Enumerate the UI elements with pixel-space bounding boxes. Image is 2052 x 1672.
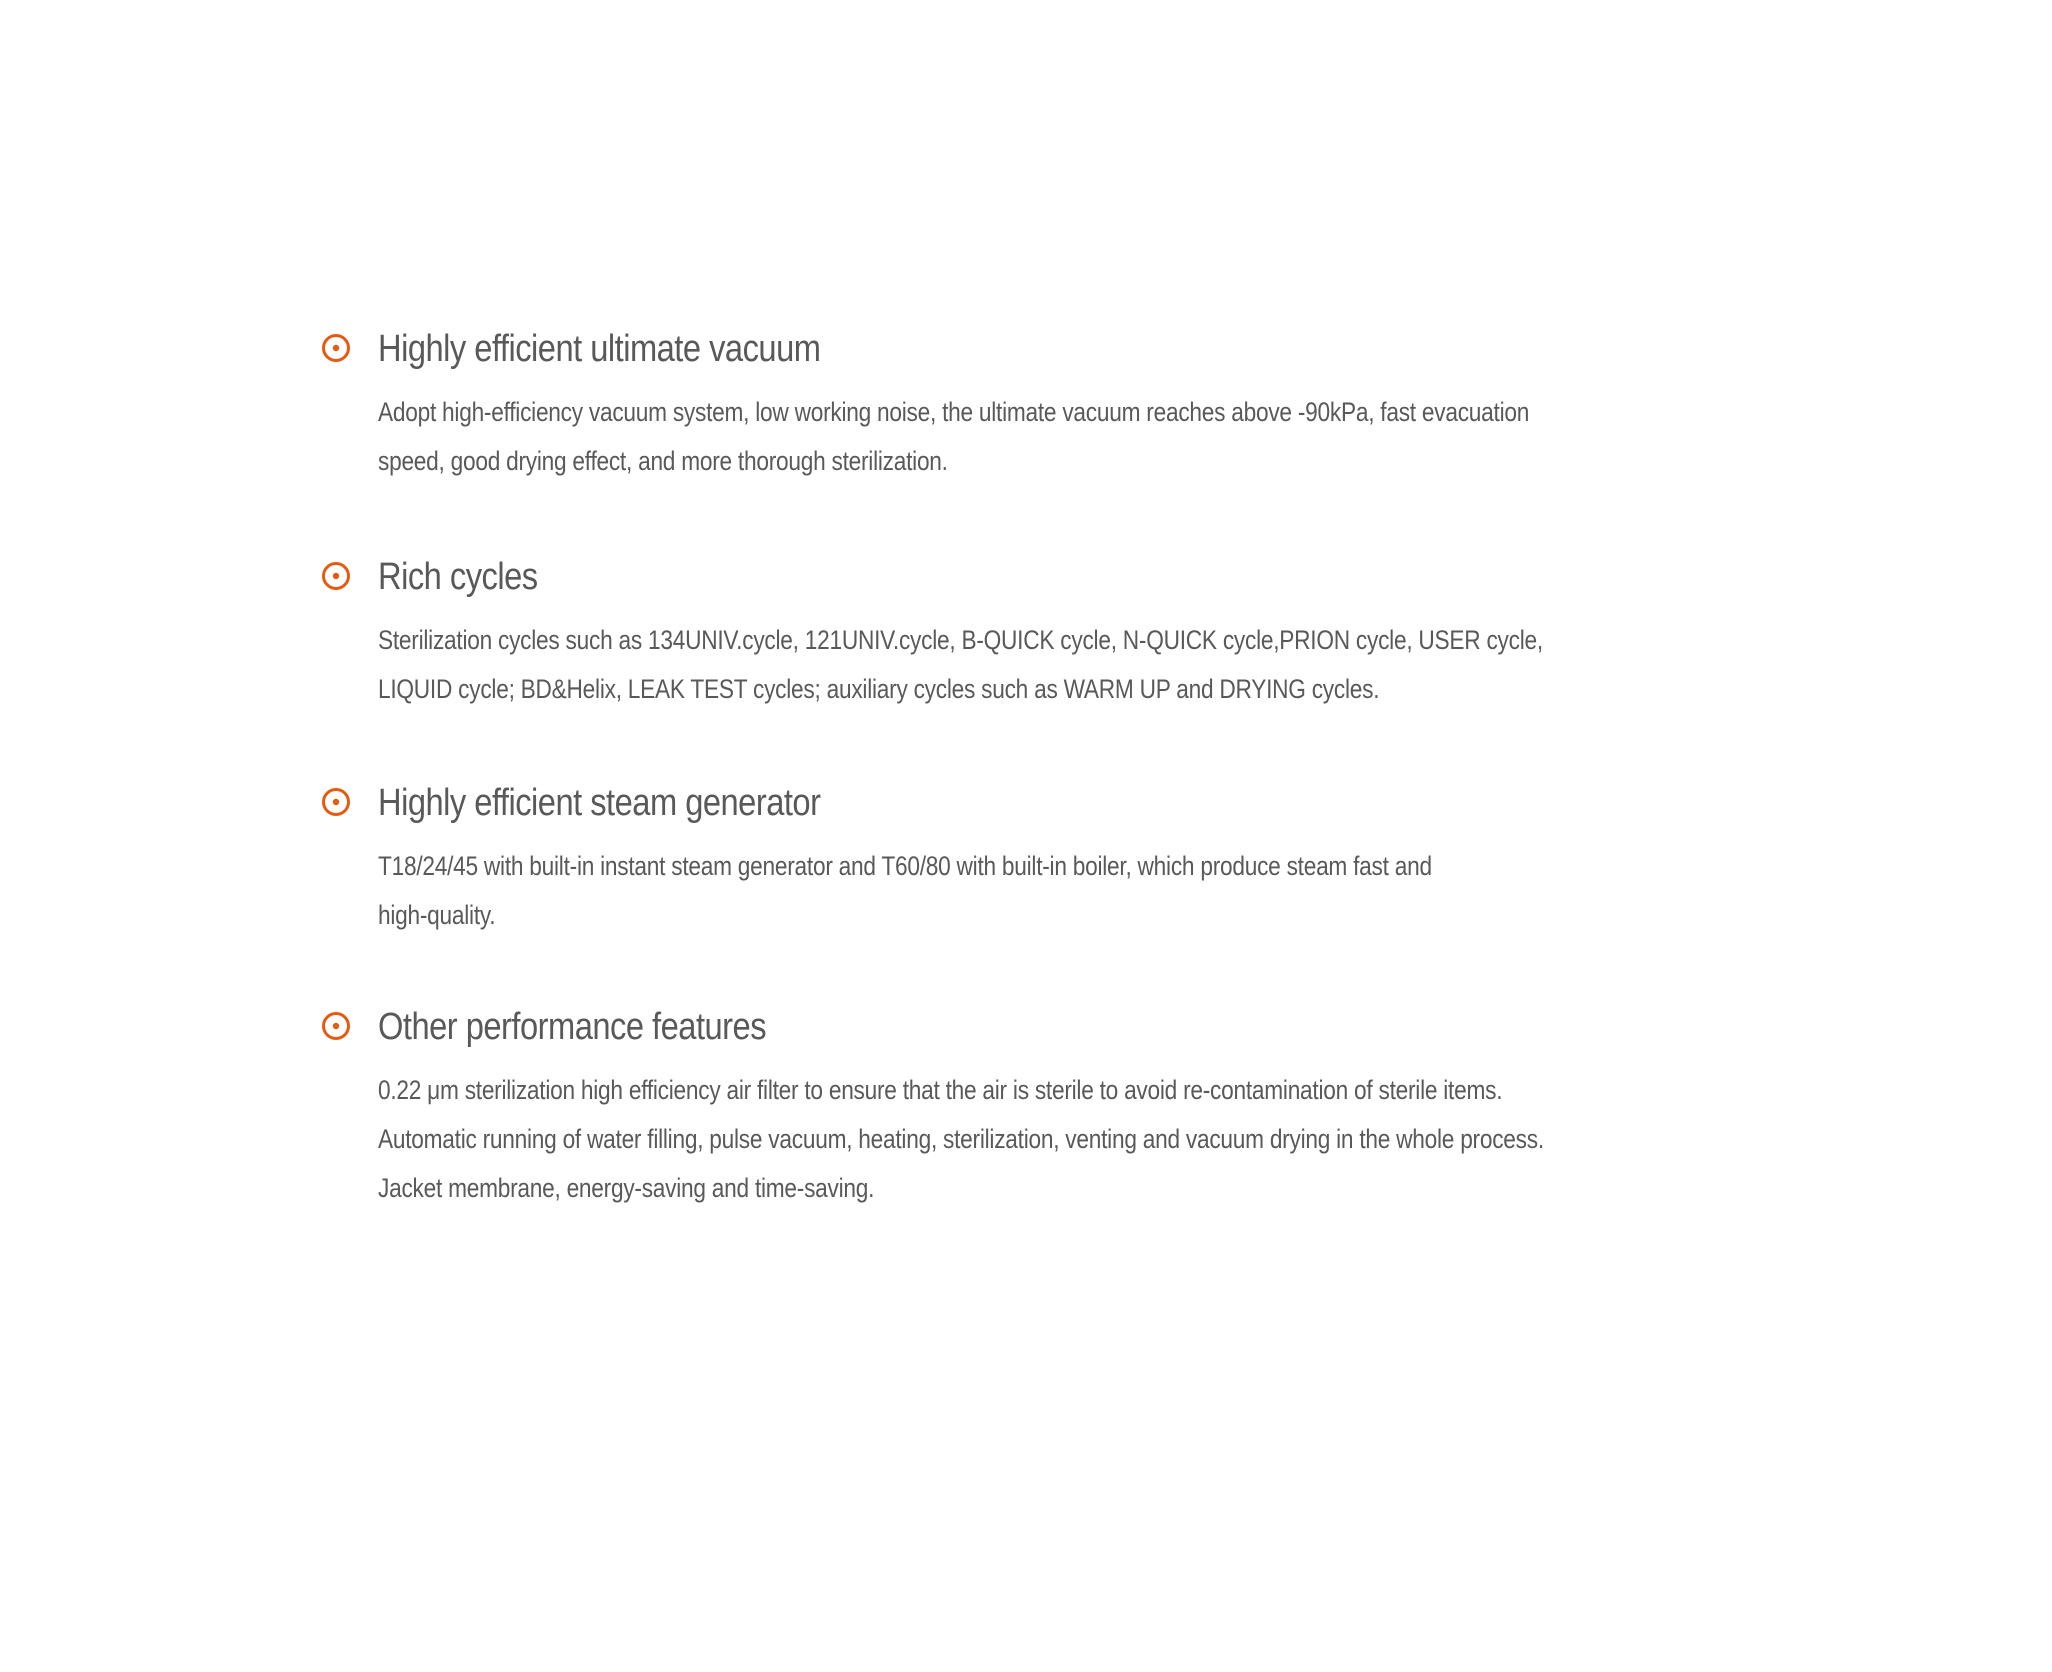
feature-description	[378, 1066, 1688, 1213]
feature-item-steam-generator	[320, 774, 1720, 940]
feature-title: Highly efficient ultimate vacuum	[378, 328, 821, 370]
circled-dot-icon	[320, 332, 352, 364]
feature-item-vacuum	[320, 320, 1720, 486]
feature-item-other	[320, 998, 1720, 1213]
feature-description	[378, 388, 1688, 486]
feature-title: Highly efficient steam generator	[378, 782, 821, 824]
feature-description-line: speed, good drying effect, and more thorough sterilization.	[378, 446, 948, 476]
feature-description	[378, 616, 1688, 714]
feature-description-line: Automatic running of water filling, pulse vacuum, heating, sterilization, venting and vacuum drying in the whole process.	[378, 1124, 1544, 1154]
feature-description-line: Jacket membrane, energy-saving and time-saving.	[378, 1173, 875, 1203]
feature-item-cycles	[320, 548, 1720, 714]
feature-description	[378, 842, 1688, 940]
feature-description-line: Sterilization cycles such as 134UNIV.cycle, 121UNIV.cycle, B-QUICK cycle, N-QUICK cycle,PRION cycle, USER cycle,	[378, 625, 1543, 655]
feature-description-line: Adopt high-efficiency vacuum system, low working noise, the ultimate vacuum reaches above -90kPa, fast evacuation	[378, 397, 1530, 427]
feature-description-line: 0.22 μm sterilization high efficiency air filter to ensure that the air is sterile to avoid re-contamination of sterile items.	[378, 1075, 1503, 1105]
feature-list	[320, 320, 1720, 1213]
circled-dot-icon	[320, 1010, 352, 1042]
feature-title: Rich cycles	[378, 556, 538, 598]
feature-title: Other performance features	[378, 1006, 767, 1048]
circled-dot-icon	[320, 560, 352, 592]
feature-description-line: LIQUID cycle; BD&Helix, LEAK TEST cycles; auxiliary cycles such as WARM UP and DRYING cycles.	[378, 674, 1380, 704]
feature-description-line: high-quality.	[378, 900, 496, 930]
circled-dot-icon	[320, 786, 352, 818]
feature-description-line: T18/24/45 with built-in instant steam generator and T60/80 with built-in boiler, which produce steam fast and	[378, 851, 1432, 881]
